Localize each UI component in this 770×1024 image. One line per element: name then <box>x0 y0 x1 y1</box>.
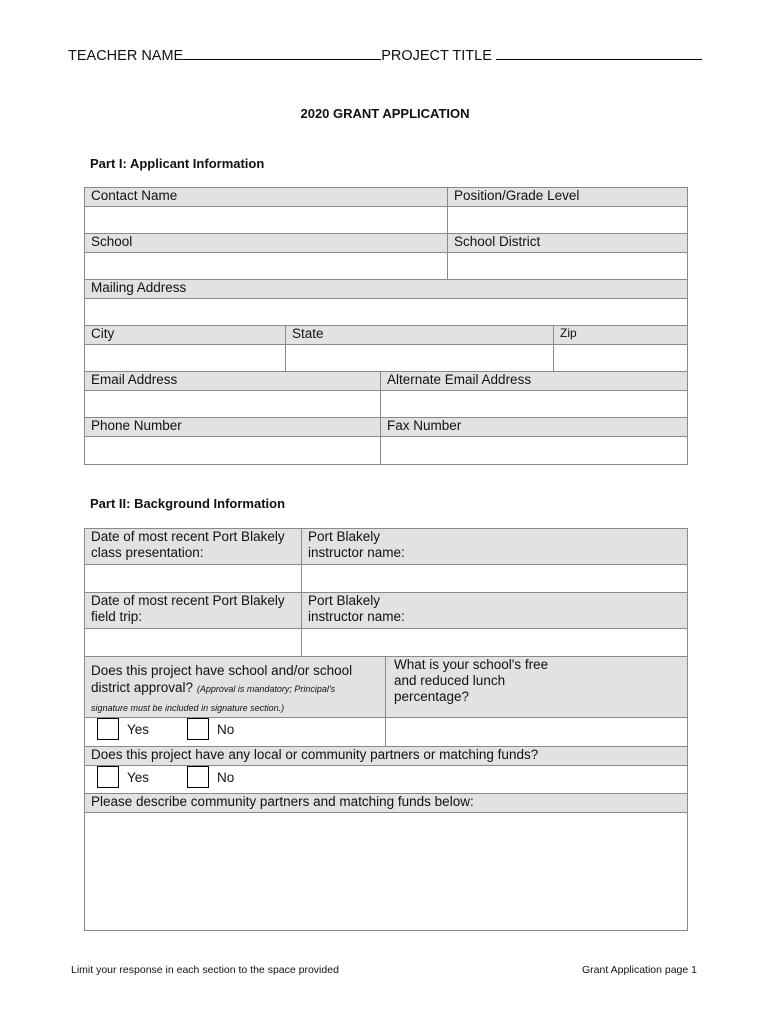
applicant-info-table <box>84 187 688 465</box>
approval-yes-label: Yes <box>127 721 150 737</box>
school-district-label: School District <box>448 234 688 253</box>
field-trip-field[interactable] <box>85 629 302 657</box>
part2-heading: Part II: Background Information <box>90 496 286 511</box>
partners-no-label: No <box>217 769 235 785</box>
describe-partners-field[interactable] <box>85 813 688 931</box>
partners-yes-checkbox[interactable] <box>97 766 119 788</box>
mailing-address-field[interactable] <box>85 299 688 326</box>
mailing-address-label: Mailing Address <box>85 280 688 299</box>
position-grade-label: Position/Grade Level <box>448 188 688 207</box>
background-info-table <box>84 528 688 931</box>
city-field[interactable] <box>85 345 286 372</box>
page-title: 2020 GRANT APPLICATION <box>300 106 470 121</box>
approval-note: (Approval is mandatory; Principal's signature must be included in signature section.) <box>91 684 336 713</box>
partners-question: Does this project have any local or community partners or matching funds? <box>85 747 688 766</box>
footer-right: Grant Application page 1 <box>582 964 697 976</box>
instructor-name-label-2: Port Blakely instructor name: <box>302 593 688 629</box>
zip-label: Zip <box>554 326 688 345</box>
describe-partners-label: Please describe community partners and matching funds below: <box>85 794 688 813</box>
page-header <box>68 45 702 64</box>
alt-email-field[interactable] <box>381 391 688 418</box>
instructor-name-field-1[interactable] <box>302 565 688 593</box>
phone-label: Phone Number <box>85 418 381 437</box>
approval-question <box>85 657 386 718</box>
state-field[interactable] <box>286 345 554 372</box>
approval-options <box>85 718 386 747</box>
class-presentation-field[interactable] <box>85 565 302 593</box>
position-grade-field[interactable] <box>448 207 688 234</box>
fax-field[interactable] <box>381 437 688 465</box>
email-label: Email Address <box>85 372 381 391</box>
school-field[interactable] <box>85 253 448 280</box>
part1-heading: Part I: Applicant Information <box>90 156 265 171</box>
instructor-name-field-2[interactable] <box>302 629 688 657</box>
approval-question-text: Does this project have school and/or school district approval? <box>91 663 353 695</box>
approval-yes-checkbox[interactable] <box>97 718 119 740</box>
zip-field[interactable] <box>554 345 688 372</box>
instructor-name-label-1: Port Blakely instructor name: <box>302 529 688 565</box>
state-label: State <box>286 326 554 345</box>
alt-email-label: Alternate Email Address <box>381 372 688 391</box>
lunch-percentage-field[interactable] <box>386 718 688 747</box>
field-trip-label: Date of most recent Port Blakely field trip: <box>85 593 302 629</box>
contact-name-label: Contact Name <box>85 188 448 207</box>
phone-field[interactable] <box>85 437 381 465</box>
email-field[interactable] <box>85 391 381 418</box>
approval-no-checkbox[interactable] <box>187 718 209 740</box>
project-title-line[interactable] <box>496 45 702 60</box>
teacher-name-line[interactable] <box>183 45 381 60</box>
contact-name-field[interactable] <box>85 207 448 234</box>
class-presentation-label: Date of most recent Port Blakely class presentation: <box>85 529 302 565</box>
school-label: School <box>85 234 448 253</box>
school-district-field[interactable] <box>448 253 688 280</box>
partners-yes-label: Yes <box>127 769 150 785</box>
approval-no-label: No <box>217 721 235 737</box>
fax-label: Fax Number <box>381 418 688 437</box>
teacher-name-label: TEACHER NAME <box>68 48 184 64</box>
partners-options <box>85 766 688 794</box>
footer-left: Limit your response in each section to the space provided <box>71 964 339 976</box>
project-title-label: PROJECT TITLE <box>381 48 492 64</box>
partners-no-checkbox[interactable] <box>187 766 209 788</box>
lunch-question: What is your school's free and reduced lunch percentage? <box>386 657 688 718</box>
city-label: City <box>85 326 286 345</box>
